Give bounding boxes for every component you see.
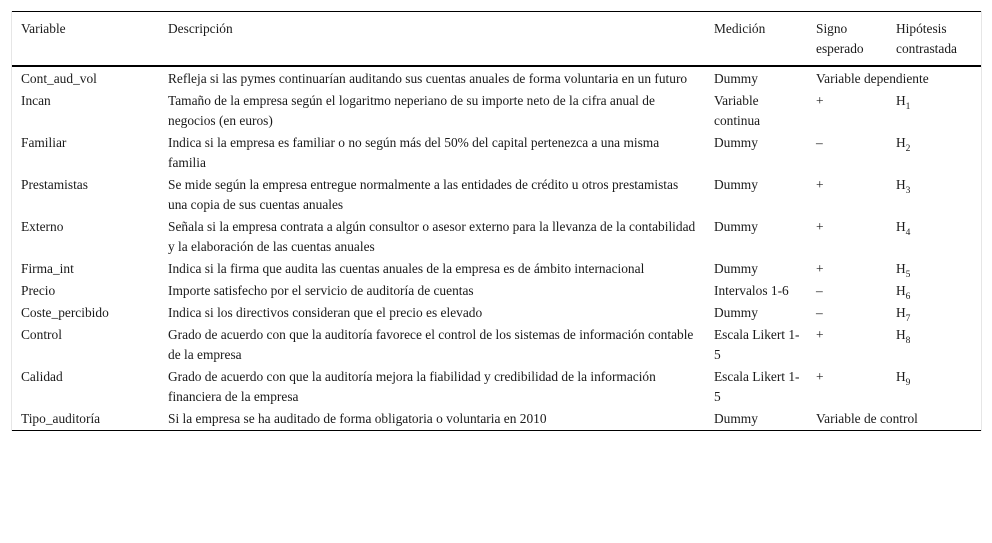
- table-row: [12, 216, 981, 258]
- cell-hypothesis: $H_2$: [896, 135, 911, 154]
- cell-measurement: Dummy: [714, 261, 758, 276]
- cell-hypothesis: $H_6$: [896, 283, 911, 302]
- cell-measurement: Variable continua: [714, 93, 761, 128]
- table-row: [12, 280, 981, 302]
- variables-table-container: [11, 11, 982, 431]
- cell-expected-sign: –: [816, 305, 823, 320]
- cell-description: Refleja si las pymes continuarían auditando sus cuentas anuales de forma voluntaria en un futuro: [168, 71, 688, 86]
- cell-hypothesis: $H_9$: [896, 369, 911, 388]
- cell-variable: Tipo_auditoría: [21, 411, 101, 426]
- cell-expected-sign: –: [816, 135, 823, 150]
- header-expected-sign: Signo esperado: [816, 21, 864, 56]
- cell-description: Indica si los directivos consideran que el precio es elevado: [168, 305, 483, 320]
- table-row: [12, 132, 981, 174]
- table-row: [12, 66, 981, 90]
- header-description: Descripción: [168, 21, 233, 36]
- table-header-row: [12, 12, 981, 67]
- cell-measurement: Intervalos 1-6: [714, 283, 789, 298]
- cell-description: Indica si la empresa es familiar o no según más del 50% del capital pertenezca a una misma familia: [168, 135, 660, 170]
- table-row: [12, 408, 981, 431]
- header-variable: Variable: [21, 21, 66, 36]
- cell-measurement: Dummy: [714, 305, 758, 320]
- cell-expected-sign: +: [816, 261, 824, 276]
- cell-hypothesis: $H_1$: [896, 93, 911, 112]
- cell-description: Grado de acuerdo con que la auditoría mejora la fiabilidad y credibilidad de la información financiera de la empresa: [168, 369, 656, 404]
- cell-expected-sign: +: [816, 369, 824, 384]
- cell-variable-role: Variable de control: [816, 411, 918, 426]
- cell-expected-sign: +: [816, 327, 824, 342]
- cell-description: Señala si la empresa contrata a algún consultor o asesor externo para la llevanza de la contabilidad y la elaboración de las cuentas anuales: [168, 219, 696, 254]
- cell-hypothesis: $H_7$: [896, 305, 911, 324]
- table-row: [12, 90, 981, 132]
- cell-hypothesis: $H_5$: [896, 261, 911, 280]
- cell-expected-sign: +: [816, 177, 824, 192]
- cell-description: Importe satisfecho por el servicio de auditoría de cuentas: [168, 283, 474, 298]
- table-row: [12, 258, 981, 280]
- cell-measurement: Escala Likert 1-5: [714, 327, 800, 362]
- cell-description: Tamaño de la empresa según el logaritmo neperiano de su importe neto de la cifra anual de negocios (en euros): [168, 93, 655, 128]
- cell-measurement: Dummy: [714, 177, 758, 192]
- cell-variable: Control: [21, 327, 62, 342]
- cell-hypothesis: $H_3$: [896, 177, 911, 196]
- cell-variable: Cont_aud_vol: [21, 71, 97, 86]
- cell-variable: Incan: [21, 93, 51, 108]
- cell-description: Grado de acuerdo con que la auditoría favorece el control de los sistemas de información contable de la empresa: [168, 327, 694, 362]
- cell-description: Si la empresa se ha auditado de forma obligatoria o voluntaria en 2010: [168, 411, 547, 426]
- cell-variable: Externo: [21, 219, 64, 234]
- cell-variable: Coste_percibido: [21, 305, 109, 320]
- cell-measurement: Escala Likert 1-5: [714, 369, 800, 404]
- cell-measurement: Dummy: [714, 219, 758, 234]
- cell-variable: Familiar: [21, 135, 67, 150]
- cell-variable: Calidad: [21, 369, 63, 384]
- cell-measurement: Dummy: [714, 71, 758, 86]
- header-measurement: Medición: [714, 21, 766, 36]
- cell-variable-role: Variable dependiente: [816, 71, 929, 86]
- table-row: [12, 366, 981, 408]
- cell-expected-sign: –: [816, 283, 823, 298]
- cell-expected-sign: +: [816, 219, 824, 234]
- cell-measurement: Dummy: [714, 411, 758, 426]
- cell-hypothesis: $H_4$: [896, 219, 911, 238]
- header-hypothesis: Hipótesis contrastada: [896, 21, 957, 56]
- cell-description: Indica si la firma que audita las cuentas anuales de la empresa es de ámbito internacional: [168, 261, 645, 276]
- table-row: [12, 174, 981, 216]
- cell-variable: Prestamistas: [21, 177, 88, 192]
- cell-variable: Precio: [21, 283, 56, 298]
- table-row: [12, 324, 981, 366]
- cell-variable: Firma_int: [21, 261, 74, 276]
- cell-expected-sign: +: [816, 93, 824, 108]
- cell-description: Se mide según la empresa entregue normalmente a las entidades de crédito u otros prestamistas una copia de sus cuentas anuales: [168, 177, 679, 212]
- table-row: [12, 302, 981, 324]
- cell-hypothesis: $H_8$: [896, 327, 911, 346]
- variables-table: [12, 11, 981, 431]
- cell-measurement: Dummy: [714, 135, 758, 150]
